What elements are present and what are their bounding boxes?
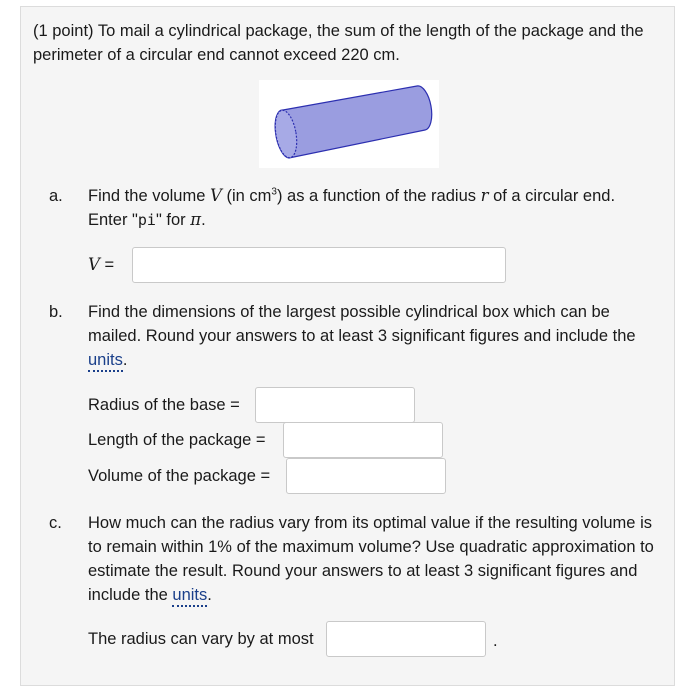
part-b-letter: b. (49, 303, 63, 321)
part-b-text: . (122, 351, 128, 369)
radius-variation-input[interactable] (326, 621, 486, 657)
length-label: Length of the package = (88, 431, 266, 449)
part-a-text: " for (155, 211, 191, 229)
part-c-letter: c. (49, 514, 62, 532)
part-b-text: Find the dimensions of the largest possible cylindrical box which can be mailed. Round your answers to at least 3 significant figures and include the (88, 303, 636, 345)
part-c-text: How much can the radius vary from its optimal value if the resulting volume is to remain within 1% of the maximum volume? Use quadratic approximation to estimate the result. Round your answers to at least 3 significant figures and include the (88, 514, 654, 604)
volume-label-variable: V (88, 255, 100, 274)
equals-sign: = (99, 256, 115, 274)
radius-input[interactable] (255, 387, 415, 423)
part-a-text: of a circular end. (488, 187, 616, 205)
part-b-question (88, 300, 663, 372)
problem-intro: (1 point) To mail a cylindrical package, the sum of the length of the package and the perimeter of a circular end cannot exceed 220 cm. (33, 22, 644, 64)
exponent: 3 (271, 186, 277, 198)
part-a-text: ) as a function of the radius (276, 187, 481, 205)
radius-variable: r (480, 186, 489, 205)
problem-card (20, 6, 675, 686)
volume-answer-label (88, 253, 114, 277)
part-a-text: (in cm (221, 187, 272, 205)
cylinder-illustration (259, 80, 439, 168)
length-input[interactable] (283, 422, 443, 458)
units-link[interactable]: units (172, 586, 207, 607)
part-a-text: Enter " (88, 211, 138, 229)
pi-symbol: π (190, 210, 202, 229)
units-link[interactable]: units (88, 351, 123, 372)
cylinder-icon (259, 80, 439, 168)
part-c-text: . (207, 586, 212, 604)
radius-variation-label: The radius can vary by at most (88, 630, 314, 648)
volume-answer-input[interactable] (132, 247, 506, 283)
trailing-period: . (493, 632, 498, 650)
part-a-text: . (201, 211, 206, 229)
package-volume-label: Volume of the package = (88, 467, 271, 485)
part-a-letter: a. (49, 187, 63, 205)
part-a-text: Find the volume (88, 187, 210, 205)
radius-label: Radius of the base = (88, 396, 240, 414)
volume-variable: V (209, 186, 222, 205)
part-c-question (88, 511, 663, 607)
package-volume-input[interactable] (286, 458, 446, 494)
pi-code: pi (137, 211, 156, 229)
part-a-question (88, 184, 663, 232)
